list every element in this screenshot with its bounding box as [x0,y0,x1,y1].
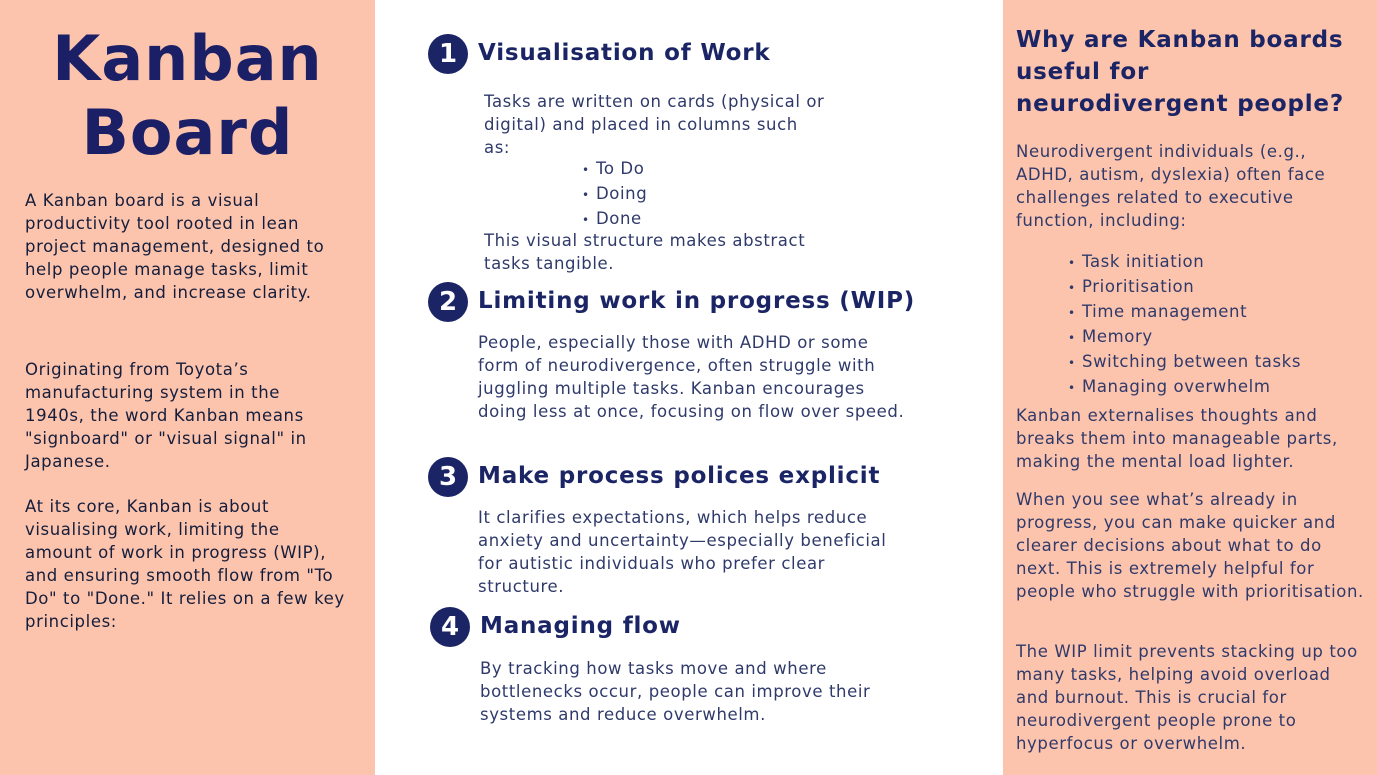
column-list [582,157,647,232]
number-badge-3: 3 [428,457,468,497]
list-item: • Managing overwhelm [1068,375,1301,400]
right-heading: Why are Kanban boards useful for neurodivergent people? [1016,27,1344,117]
section-3-body: It clarifies expectations, which helps reduce anxiety and uncertainty—especially beneficial for autistic individuals who prefer clear structure. [478,508,887,596]
section-1-intro: Tasks are written on cards (physical or digital) and placed in columns such as: [484,92,825,157]
list-item: • Done [582,207,647,232]
list-item: • Task initiation [1068,250,1301,275]
section-heading-2: Limiting work in progress (WIP) [478,288,916,314]
origin-paragraph: Originating from Toyota’s manufacturing system in the 1940s, the word Kanban means "signboard" or "visual signal" in Japanese. [25,360,307,471]
right-intro: Neurodivergent individuals (e.g., ADHD, autism, dyslexia) often face challenges related to executive function, including: [1016,142,1326,230]
number-badge-2: 2 [428,282,468,322]
title-line-1: Kanban [52,22,323,95]
challenges-list [1068,250,1301,400]
list-item: • Prioritisation [1068,275,1301,300]
list-item: • Switching between tasks [1068,350,1301,375]
section-heading-4: Managing flow [480,613,681,639]
right-paragraph-1: Kanban externalises thoughts and breaks them into manageable parts, making the mental load lighter. [1016,406,1338,471]
left-panel [0,0,375,775]
list-item: • To Do [582,157,647,182]
section-2-body: People, especially those with ADHD or some form of neurodivergence, often struggle with juggling multiple tasks. Kanban encourages doing less at once, focusing on flow over speed. [478,333,905,421]
list-item: • Time management [1068,300,1301,325]
number-badge-4: 4 [430,607,470,647]
list-item: • Doing [582,182,647,207]
section-heading-3: Make process polices explicit [478,463,881,489]
right-paragraph-2: When you see what’s already in progress, you can make quicker and clearer decisions about what to do next. This is extremely helpful for people who struggle with prioritisation. [1016,490,1364,601]
title-line-2: Board [81,96,294,169]
number-badge-1: 1 [428,34,468,74]
core-paragraph: At its core, Kanban is about visualising work, limiting the amount of work in progress (WIP), and ensuring smooth flow from "To Do" to "Done." It relies on a few key principles: [25,497,345,631]
list-item: • Memory [1068,325,1301,350]
right-paragraph-3: The WIP limit prevents stacking up too many tasks, helping avoid overload and burnout. This is crucial for neurodivergent people prone to hyperfocus or overwhelm. [1016,642,1358,753]
section-4-body: By tracking how tasks move and where bottlenecks occur, people can improve their systems and reduce overwhelm. [480,659,871,724]
intro-paragraph: A Kanban board is a visual productivity tool rooted in lean project management, designed to help people manage tasks, limit overwhelm, and increase clarity. [25,191,325,302]
section-heading-1: Visualisation of Work [478,40,771,66]
page-title [0,22,375,170]
section-1-outro: This visual structure makes abstract tasks tangible. [484,231,806,273]
